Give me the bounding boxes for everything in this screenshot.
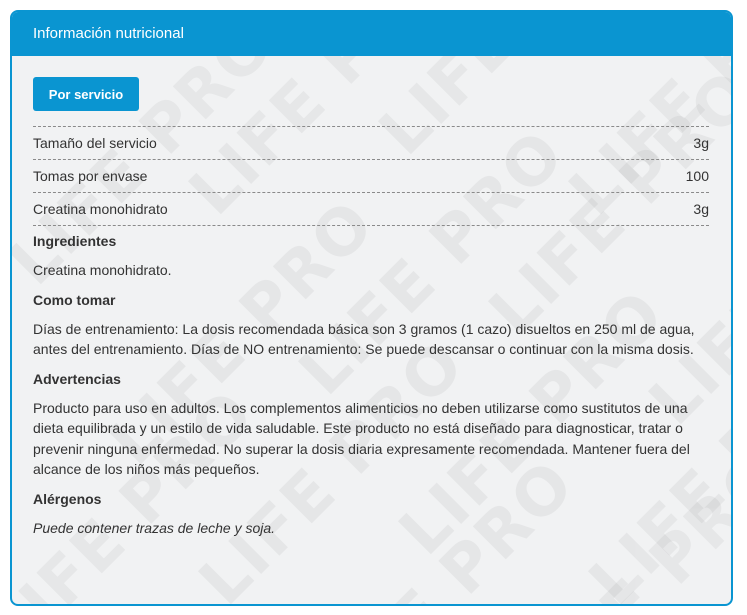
fact-label: Tamaño del servicio [33,135,157,151]
fact-value: 100 [685,168,709,184]
per-serving-tab[interactable]: Por servicio [33,77,139,111]
fact-row-creatine [33,193,709,226]
fact-row-serving-size [33,126,709,160]
panel-content [12,56,731,604]
ingredients-heading: Ingredientes [33,233,117,249]
product-info-sections [33,232,713,548]
panel-header-title: Información nutricional [12,12,731,56]
how-to-take-text: Días de entrenamiento: La dosis recomendada básica son 3 gramos (1 cazo) disueltos en 250 ml de agua, antes del entrenamiento. Días de NO entrenamiento: Se puede descansar o continuar con la misma dosis. [33,320,695,357]
allergens-text: Puede contener trazas de leche y soja. [33,519,276,536]
ingredients-text: Creatina monohidrato. [33,262,172,278]
warnings-heading: Advertencias [33,370,121,387]
nutrition-facts-table [33,126,709,226]
nutrition-panel [10,10,733,606]
fact-value: 3g [693,201,709,217]
fact-label: Creatina monohidrato [33,201,168,217]
allergens-heading: Alérgenos [33,490,102,507]
how-to-take-heading: Como tomar [33,291,116,308]
fact-row-servings-per-container [33,160,709,193]
fact-label: Tomas por envase [33,168,148,184]
fact-value: 3g [693,135,709,151]
warnings-text: Producto para uso en adultos. Los complementos alimenticios no deben utilizarse como sustitutos de una dieta equilibrada y un estilo de vida saludable. Este producto no está diseñado para diagnosticar, tratar o prevenir ninguna enfermedad. No superar la dosis diaria expresamente recomendada. Mantener fuera del alcance de los niños más pequeños. [33,399,690,477]
